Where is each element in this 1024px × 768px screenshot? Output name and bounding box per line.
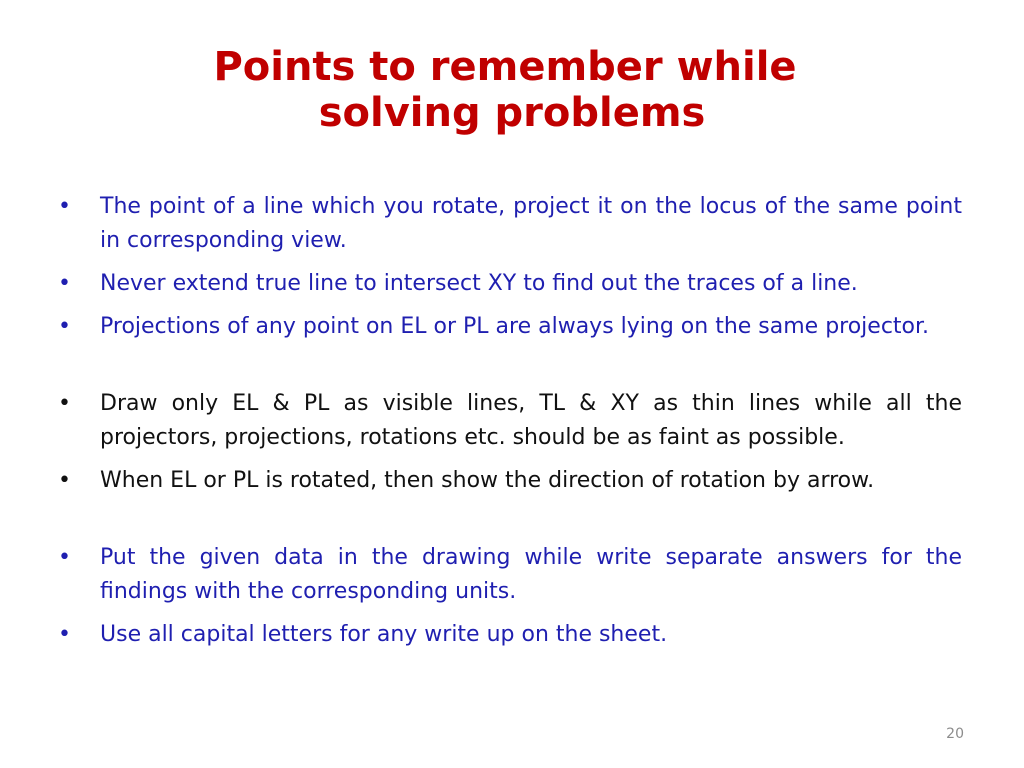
bullet-item [58, 464, 962, 498]
bullet-dot-icon: • [58, 314, 71, 339]
bullet-item [58, 387, 962, 455]
slide-title [0, 44, 1024, 136]
bullet-text: Projections of any point on EL or PL are always lying on the same projector. [100, 314, 930, 339]
bullet-item [58, 310, 962, 344]
bullet-item [58, 618, 962, 652]
bullet-dot-icon: • [58, 271, 71, 296]
page-number: 20 [946, 726, 964, 742]
bullet-item [58, 541, 962, 609]
bullet-dot-icon: • [58, 194, 71, 219]
bullet-text: Never extend true line to intersect XY to find out the traces of a line. [100, 271, 858, 296]
bullet-text: When EL or PL is rotated, then show the direction of rotation by arrow. [100, 468, 875, 493]
bullet-dot-icon: • [58, 545, 71, 570]
title-line-2: solving problems [318, 90, 706, 136]
bullet-text: The point of a line which you rotate, project it on the locus of the same point in corresponding view. [100, 194, 962, 253]
bullet-item [58, 190, 962, 258]
bullet-text: Use all capital letters for any write up on the sheet. [100, 622, 668, 647]
title-line-1: Points to remember while [213, 44, 797, 90]
bullet-text: Put the given data in the drawing while write separate answers for the findings with the corresponding units. [100, 545, 962, 604]
bullet-list [58, 190, 962, 661]
bullet-item [58, 267, 962, 301]
bullet-dot-icon: • [58, 468, 71, 493]
bullet-text: Draw only EL & PL as visible lines, TL & XY as thin lines while all the projectors, projections, rotations etc. should be as faint as possible. [100, 391, 962, 450]
bullet-dot-icon: • [58, 622, 71, 647]
bullet-dot-icon: • [58, 391, 71, 416]
